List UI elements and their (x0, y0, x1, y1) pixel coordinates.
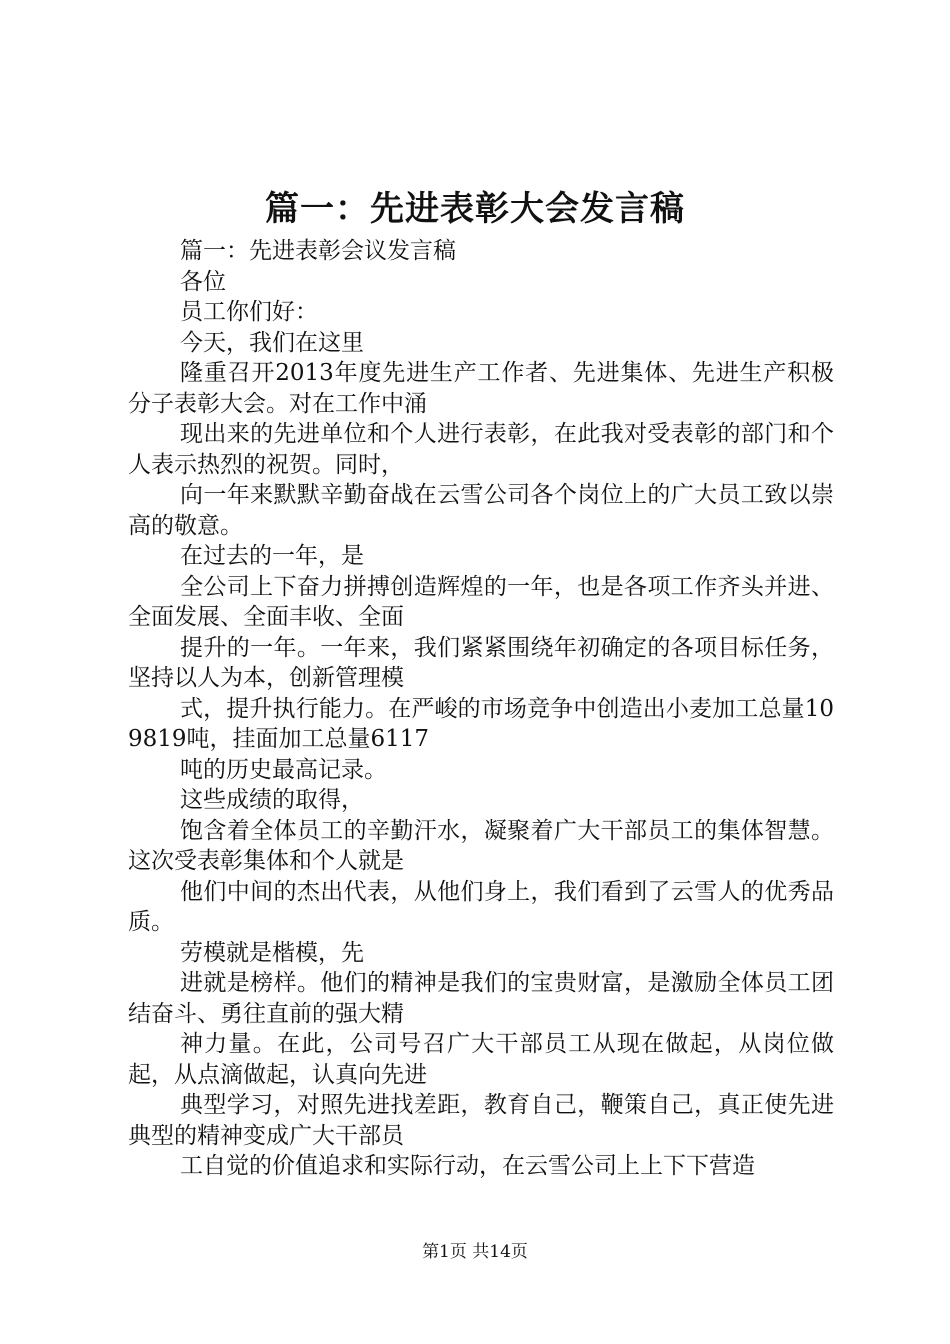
paragraph: 劳模就是楷模，先 (180, 939, 364, 966)
paragraph: 隆重召开2013年度先进生产工作者、先进集体、先进生产积极分子表彰大会。对在工作中涌 (128, 360, 834, 417)
paragraph: 在过去的一年，是 (180, 543, 364, 569)
paragraph: 各位 (180, 268, 226, 295)
paragraph: 典型学习，对照先进找差距，教育自己，鞭策自己，真正使先进典型的精神变成广大干部员 (128, 1092, 834, 1149)
paragraph: 员工你们好： (180, 299, 318, 325)
paragraph: 今天，我们在这里 (180, 329, 364, 356)
page-footer: 第1页 共14页 (422, 1242, 528, 1262)
paragraph: 进就是榜样。他们的精神是我们的宝贵财富，是激励全体员工团结奋斗、勇往直前的强大精 (128, 970, 834, 1027)
paragraph: 饱含着全体员工的辛勤汗水，凝聚着广大干部员工的集体智慧。这次受表彰集体和个人就是 (128, 817, 834, 874)
paragraph: 他们中间的杰出代表，从他们身上，我们看到了云雪人的优秀品质。 (128, 878, 834, 935)
paragraph: 全公司上下奋力拼搏创造辉煌的一年，也是各项工作齐头并进、全面发展、全面丰收、全面 (128, 573, 834, 630)
paragraph: 向一年来默默辛勤奋战在云雪公司各个岗位上的广大员工致以崇高的敬意。 (128, 482, 834, 539)
paragraph: 神力量。在此，公司号召广大干部员工从现在做起，从岗位做起，从点滴做起，认真向先进 (128, 1031, 834, 1088)
paragraph: 提升的一年。一年来，我们紧紧围绕年初确定的各项目标任务，坚持以人为本，创新管理模 (128, 634, 834, 691)
paragraph: 式，提升执行能力。在严峻的市场竞争中创造出小麦加工总量109819吨，挂面加工总量6117 (128, 695, 834, 752)
paragraph: 现出来的先进单位和个人进行表彰，在此我对受表彰的部门和个人表示热烈的祝贺。同时， (128, 421, 834, 478)
paragraph: 这些成绩的取得， (180, 787, 364, 813)
document-body (128, 236, 834, 1182)
paragraph: 篇一：先进表彰会议发言稿 (180, 238, 456, 264)
document-title: 篇一：先进表彰大会发言稿 (265, 189, 685, 229)
paragraph: 吨的历史最高记录。 (180, 756, 387, 783)
paragraph: 工自觉的价值追求和实际行动，在云雪公司上上下下营造 (180, 1153, 755, 1179)
